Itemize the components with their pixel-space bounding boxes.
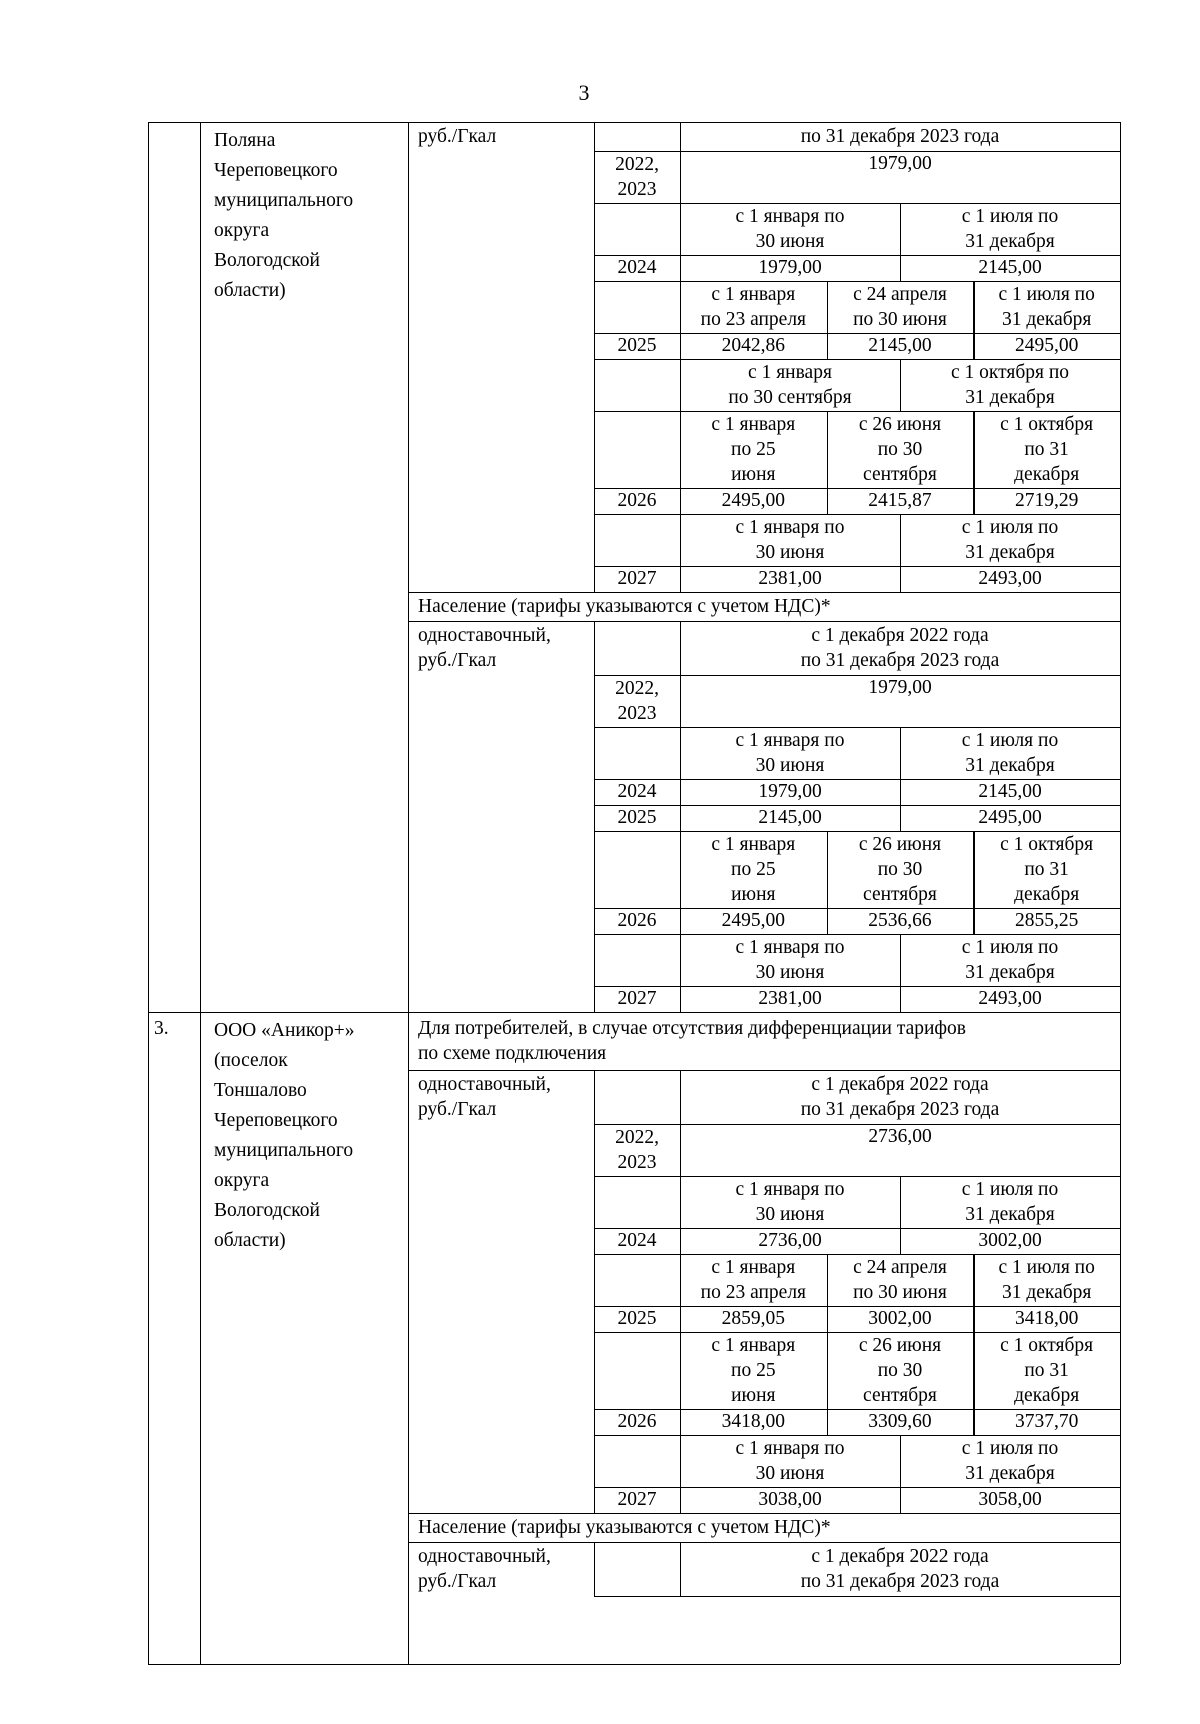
column-divider <box>900 727 901 779</box>
column-divider <box>900 805 901 831</box>
period-label: 30 июня <box>755 1204 825 1225</box>
tariff-value: 1979,00 <box>758 257 822 278</box>
tariff-value: 2495,00 <box>721 910 786 931</box>
column-divider <box>827 1409 828 1435</box>
year-label: 2022, <box>615 1127 659 1148</box>
unit-label: руб./Гкал <box>418 126 497 147</box>
period-label: с 26 июня <box>858 1335 942 1356</box>
column-divider <box>973 411 974 488</box>
org-name-line: Вологодской <box>214 1200 320 1221</box>
tariff-value: 2145,00 <box>978 781 1042 802</box>
column-divider <box>827 1254 828 1306</box>
org-name-line: Череповецкого <box>214 160 338 181</box>
year-label: 2022, <box>615 678 659 699</box>
year-label: 2023 <box>617 1152 657 1173</box>
tariff-value: 3002,00 <box>978 1230 1042 1251</box>
tariff-value: 3418,00 <box>1014 1308 1079 1329</box>
column-divider <box>900 1487 901 1513</box>
period-head: с 1 декабря 2022 года <box>811 625 989 646</box>
period-label: с 1 июля по <box>961 730 1059 751</box>
page-number: 3 <box>578 80 590 105</box>
tariff-value: 2536,66 <box>868 910 932 931</box>
year-label: 2026 <box>617 490 657 511</box>
period-label: по 23 апреля <box>700 1282 807 1303</box>
period-label: с 1 июля по <box>961 206 1059 227</box>
org-name-line: округа <box>214 1170 270 1191</box>
group-header: Население (тарифы указываются с учетом НДС)* <box>418 1517 831 1538</box>
column-divider <box>900 986 901 1012</box>
period-label: с 1 января <box>711 1335 796 1356</box>
tariff-value: 3038,00 <box>758 1489 822 1510</box>
column-divider <box>900 1176 901 1228</box>
column-divider <box>900 779 901 805</box>
column-divider <box>900 934 901 986</box>
year-label: 2022, <box>615 154 659 175</box>
group-header: Население (тарифы указываются с учетом НДС)* <box>418 596 831 617</box>
column-divider <box>680 122 681 592</box>
period-label: с 24 апреля <box>853 284 947 305</box>
tariff-value: 2855,25 <box>1014 910 1079 931</box>
year-label: 2026 <box>617 910 657 931</box>
tariff-value: 2493,00 <box>978 568 1042 589</box>
period-label: с 1 октября <box>1000 834 1094 855</box>
org-name-line: Тоншалово <box>214 1080 307 1101</box>
period-label: по 25 <box>731 1360 776 1381</box>
period-label: по 31 <box>1024 859 1069 880</box>
period-label: по 30 <box>877 1360 923 1381</box>
year-label: 2024 <box>617 1230 657 1251</box>
tariff-value: 2145,00 <box>868 335 932 356</box>
period-label: 31 декабря <box>965 387 1055 408</box>
tariff-value: 1979,00 <box>868 677 932 698</box>
org-name-line: муниципального <box>214 1140 354 1161</box>
column-divider <box>200 122 201 1664</box>
period-label: с 1 января по <box>735 206 845 227</box>
period-label: декабря <box>1014 1385 1080 1406</box>
column-divider <box>900 566 901 592</box>
org-divider <box>148 1012 1120 1013</box>
tariff-value: 2493,00 <box>978 988 1042 1009</box>
column-divider <box>594 621 595 1012</box>
period-label: по 30 июня <box>853 309 947 330</box>
period-label: 31 декабря <box>965 755 1055 776</box>
period-label: июня <box>731 884 776 905</box>
period-label: по 25 <box>731 439 776 460</box>
column-divider <box>900 203 901 255</box>
year-label: 2027 <box>617 568 657 589</box>
tariff-value: 3002,00 <box>868 1308 932 1329</box>
column-divider <box>973 831 974 908</box>
group-header: по схеме подключения <box>418 1043 607 1064</box>
year-label: 2025 <box>617 335 657 356</box>
period-label: по 31 <box>1024 1360 1069 1381</box>
period-head: с 1 декабря 2022 года <box>811 1546 989 1567</box>
period-label: с 26 июня <box>858 414 942 435</box>
period-label: с 1 января <box>711 1257 796 1278</box>
period-label: с 24 апреля <box>853 1257 947 1278</box>
period-label: по 30 июня <box>853 1282 947 1303</box>
period-label: с 1 октября <box>1000 1335 1094 1356</box>
period-label: с 1 января по <box>735 1438 845 1459</box>
row-rule <box>594 675 1120 676</box>
tariff-value: 2719,29 <box>1014 490 1079 511</box>
column-divider <box>408 122 409 1664</box>
column-divider <box>900 1435 901 1487</box>
unit-label: одноставочный, <box>418 1074 551 1095</box>
org-name-line: (поселок <box>214 1050 288 1071</box>
period-head: по 31 декабря 2023 года <box>800 1099 1000 1120</box>
tariff-value: 2415,87 <box>868 490 932 511</box>
year-label: 2025 <box>617 1308 657 1329</box>
tariff-value: 1979,00 <box>758 781 822 802</box>
org-name-line: округа <box>214 220 270 241</box>
period-label: с 1 октября по <box>950 362 1070 383</box>
column-divider <box>973 1409 974 1435</box>
period-label: по 25 <box>731 859 776 880</box>
period-label: июня <box>731 1385 776 1406</box>
period-head: по 31 декабря 2023 года <box>800 1571 1000 1592</box>
row-number: 3. <box>154 1018 169 1039</box>
org-name-line: Вологодской <box>214 250 320 271</box>
tariff-value: 2859,05 <box>721 1308 786 1329</box>
period-label: 31 декабря <box>965 1204 1055 1225</box>
org-name-line: муниципального <box>214 190 354 211</box>
period-label: по 30 <box>877 859 923 880</box>
column-divider <box>973 281 974 333</box>
period-label: с 1 октября <box>1000 414 1094 435</box>
period-head: с 1 декабря 2022 года <box>811 1074 989 1095</box>
period-label: декабря <box>1014 464 1080 485</box>
tariff-value: 1979,00 <box>868 153 932 174</box>
tariff-value: 2495,00 <box>1014 335 1079 356</box>
period-label: с 1 января <box>711 414 796 435</box>
org-name-line: ООО «Аникор+» <box>214 1020 355 1041</box>
unit-label: одноставочный, <box>418 625 551 646</box>
period-label: по 31 <box>1024 439 1069 460</box>
period-head: по 31 декабря 2023 года <box>800 650 1000 671</box>
column-divider <box>827 281 828 333</box>
column-divider <box>827 1306 828 1332</box>
column-divider <box>827 411 828 488</box>
year-label: 2027 <box>617 1489 657 1510</box>
org-name-line: Череповецкого <box>214 1110 338 1131</box>
period-label: по 30 <box>877 439 923 460</box>
period-label: декабря <box>1014 884 1080 905</box>
period-head: по 31 декабря 2023 года <box>800 126 1000 147</box>
group-header: Для потребителей, в случае отсутствия дифференциации тарифов <box>418 1018 967 1039</box>
column-divider <box>900 255 901 281</box>
period-label: 31 декабря <box>1001 309 1092 330</box>
period-label: с 1 января по <box>735 1179 845 1200</box>
column-divider <box>827 1332 828 1409</box>
period-label: с 1 июля по <box>961 1179 1059 1200</box>
year-label: 2025 <box>617 807 657 828</box>
column-divider <box>680 1070 681 1513</box>
unit-label: руб./Гкал <box>418 1099 497 1120</box>
year-label: 2023 <box>617 703 657 724</box>
year-label: 2026 <box>617 1411 657 1432</box>
period-label: с 1 января <box>711 834 796 855</box>
tariff-value: 2381,00 <box>758 568 822 589</box>
org-name-line: области) <box>214 1230 286 1251</box>
column-divider <box>973 488 974 514</box>
year-label: 2024 <box>617 781 657 802</box>
period-label: с 1 января по <box>735 517 845 538</box>
column-divider <box>680 1542 681 1596</box>
period-label: с 1 января <box>711 284 796 305</box>
tariff-value: 3737,70 <box>1014 1411 1079 1432</box>
period-label: по 30 сентября <box>728 387 852 408</box>
column-divider <box>973 333 974 359</box>
table-bottom-rule <box>148 1664 1120 1665</box>
tariff-value: 3309,60 <box>868 1411 932 1432</box>
period-label: с 1 января по <box>735 730 845 751</box>
column-divider <box>594 1070 595 1513</box>
tariff-value: 2736,00 <box>758 1230 822 1251</box>
tariff-value: 2145,00 <box>758 807 822 828</box>
column-divider <box>900 514 901 566</box>
period-label: с 1 июля по <box>998 1257 1095 1278</box>
tariff-value: 2042,86 <box>721 335 786 356</box>
column-divider <box>900 1228 901 1254</box>
column-divider <box>973 1254 974 1306</box>
period-label: с 1 июля по <box>961 937 1059 958</box>
unit-label: одноставочный, <box>418 1546 551 1567</box>
column-divider <box>680 621 681 1012</box>
row-rule <box>594 1124 1120 1125</box>
year-label: 2023 <box>617 179 657 200</box>
tariff-value: 2145,00 <box>978 257 1042 278</box>
row-rule <box>594 151 1120 152</box>
column-divider <box>594 1542 595 1596</box>
tariff-value: 2495,00 <box>721 490 786 511</box>
table-left-border <box>148 122 149 1664</box>
tariff-value: 3418,00 <box>721 1411 786 1432</box>
column-divider <box>900 359 901 411</box>
tariff-value: 3058,00 <box>978 1489 1042 1510</box>
tariff-value: 2381,00 <box>758 988 822 1009</box>
column-divider <box>827 831 828 908</box>
period-label: с 1 января <box>748 362 832 383</box>
org-name-line: области) <box>214 280 286 301</box>
column-divider <box>827 333 828 359</box>
year-label: 2024 <box>617 257 657 278</box>
column-divider <box>973 1306 974 1332</box>
period-label: с 1 июля по <box>998 284 1095 305</box>
unit-label: руб./Гкал <box>418 650 497 671</box>
column-divider <box>973 908 974 934</box>
period-label: с 1 июля по <box>961 1438 1059 1459</box>
org-name-line: Поляна <box>214 130 276 151</box>
row-rule <box>594 1596 1120 1597</box>
period-label: 30 июня <box>755 542 825 563</box>
period-label: 31 декабря <box>965 231 1055 252</box>
period-label: с 1 июля по <box>961 517 1059 538</box>
period-label: 30 июня <box>755 755 825 776</box>
year-label: 2027 <box>617 988 657 1009</box>
column-divider <box>827 488 828 514</box>
period-label: 31 декабря <box>1001 1282 1092 1303</box>
period-label: 30 июня <box>755 962 825 983</box>
unit-label: руб./Гкал <box>418 1571 497 1592</box>
period-label: сентября <box>863 464 937 485</box>
period-label: с 1 января по <box>735 937 845 958</box>
table-right-border <box>1120 122 1121 1664</box>
period-label: 30 июня <box>755 1463 825 1484</box>
column-divider <box>594 122 595 592</box>
column-divider <box>973 1332 974 1409</box>
tariff-value: 2736,00 <box>868 1126 932 1147</box>
period-label: 31 декабря <box>965 962 1055 983</box>
period-label: 31 декабря <box>965 1463 1055 1484</box>
period-label: июня <box>731 464 776 485</box>
tariff-value: 2495,00 <box>978 807 1042 828</box>
period-label: с 26 июня <box>858 834 942 855</box>
period-label: 31 декабря <box>965 542 1055 563</box>
period-label: по 23 апреля <box>700 309 807 330</box>
period-label: сентября <box>863 884 937 905</box>
period-label: 30 июня <box>755 231 825 252</box>
period-label: сентября <box>863 1385 937 1406</box>
column-divider <box>827 908 828 934</box>
